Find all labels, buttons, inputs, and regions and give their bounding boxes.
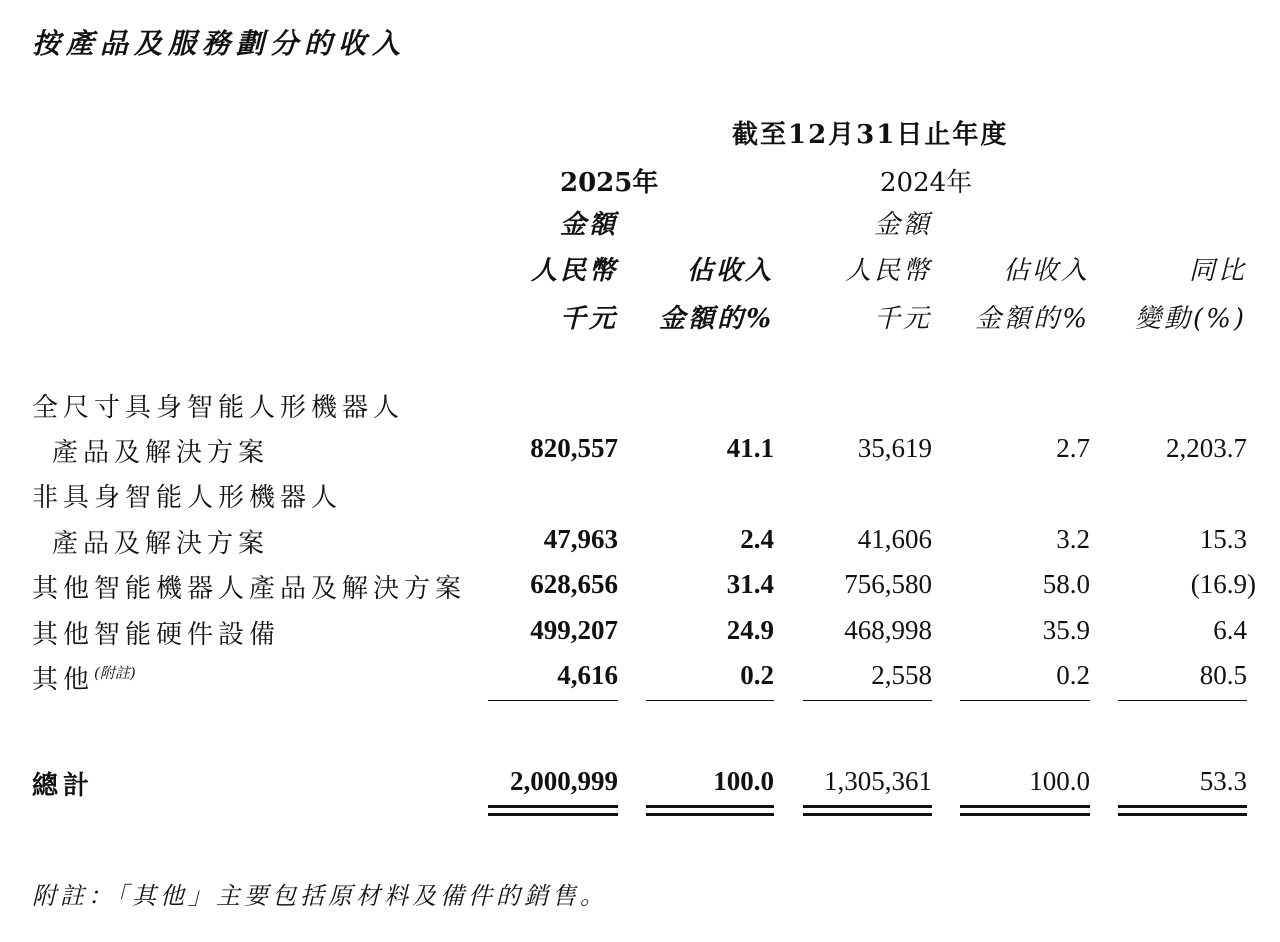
row-label bbox=[32, 659, 136, 696]
cell-yoy: 15.3 bbox=[1199, 524, 1247, 554]
header-2025-pct-line1: 佔收入 bbox=[686, 256, 774, 286]
row-label-text: 其他 bbox=[32, 665, 95, 695]
total-amount-2024: 1,305,361 bbox=[824, 766, 932, 796]
cell-amount-2025: 47,963 bbox=[543, 524, 618, 554]
subtotal-rule bbox=[803, 700, 932, 701]
header-2025-pct-line2: 金額的% bbox=[659, 304, 774, 334]
cell-pct-2024: 0.2 bbox=[1056, 660, 1090, 690]
header-2024-amount: 金額 bbox=[873, 210, 932, 240]
row-label-continued: 產品及解決方案 bbox=[52, 438, 270, 468]
header-2024-pct-line2: 金額的% bbox=[975, 304, 1090, 334]
header-2025-thousand: 千元 bbox=[559, 304, 618, 334]
header-2024-rmb: 人民幣 bbox=[844, 256, 932, 286]
subtotal-rule bbox=[960, 700, 1090, 701]
header-yoy-line2: 變動(%) bbox=[1135, 304, 1247, 334]
cell-pct-2024: 58.0 bbox=[1042, 569, 1090, 599]
cell-pct-2024: 35.9 bbox=[1042, 615, 1090, 645]
subtotal-rule bbox=[488, 700, 618, 701]
cell-pct-2025: 24.9 bbox=[726, 615, 774, 645]
cell-pct-2025: 0.2 bbox=[740, 660, 774, 690]
cell-pct-2024: 3.2 bbox=[1056, 524, 1090, 554]
total-label: 總計 bbox=[32, 771, 95, 801]
cell-amount-2025: 499,207 bbox=[530, 615, 618, 645]
row-label: 全尺寸具身智能人形機器人 bbox=[32, 393, 405, 423]
footnote-reference: (附註) bbox=[94, 664, 136, 682]
footnote: 附註：「其他」主要包括原材料及備件的銷售。 bbox=[32, 882, 608, 910]
total-pct-2025: 100.0 bbox=[713, 766, 774, 796]
cell-yoy: 2,203.7 bbox=[1166, 433, 1247, 463]
total-amount-2025: 2,000,999 bbox=[510, 766, 618, 796]
cell-amount-2024: 2,558 bbox=[871, 660, 932, 690]
header-2024-pct-line1: 佔收入 bbox=[1002, 256, 1090, 286]
cell-amount-2024: 468,998 bbox=[844, 615, 932, 645]
row-label: 非具身智能人形機器人 bbox=[32, 483, 343, 513]
subtotal-rule bbox=[1118, 700, 1247, 701]
cell-yoy: (16.9) bbox=[1190, 569, 1256, 599]
header-yoy-line1: 同比 bbox=[1188, 256, 1247, 286]
year-2024: 2024年 bbox=[880, 168, 973, 198]
header-2024-thousand: 千元 bbox=[873, 304, 932, 334]
total-pct-2024: 100.0 bbox=[1029, 766, 1090, 796]
cell-amount-2024: 756,580 bbox=[844, 569, 932, 599]
cell-amount-2024: 35,619 bbox=[857, 433, 932, 463]
cell-pct-2025: 2.4 bbox=[740, 524, 774, 554]
row-label-continued: 產品及解決方案 bbox=[52, 529, 270, 559]
row-label: 其他智能機器人產品及解決方案 bbox=[32, 574, 467, 604]
total-double-rule bbox=[646, 805, 774, 816]
cell-yoy: 80.5 bbox=[1199, 660, 1247, 690]
cell-yoy: 6.4 bbox=[1213, 615, 1247, 645]
period-header: 截至12月31日止年度 bbox=[732, 120, 1009, 150]
year-2025: 2025年 bbox=[560, 168, 659, 198]
header-2025-rmb: 人民幣 bbox=[530, 256, 618, 286]
row-label: 其他智能硬件設備 bbox=[32, 620, 281, 650]
header-2025-amount: 金額 bbox=[559, 210, 618, 240]
cell-amount-2025: 628,656 bbox=[530, 569, 618, 599]
total-double-rule bbox=[960, 805, 1090, 816]
subtotal-rule bbox=[646, 700, 774, 701]
page-title: 按產品及服務劃分的收入 bbox=[32, 27, 407, 60]
cell-pct-2024: 2.7 bbox=[1056, 433, 1090, 463]
cell-amount-2024: 41,606 bbox=[857, 524, 932, 554]
cell-pct-2025: 31.4 bbox=[726, 569, 774, 599]
total-double-rule bbox=[1118, 805, 1247, 816]
total-double-rule bbox=[488, 805, 618, 816]
total-double-rule bbox=[803, 805, 932, 816]
cell-pct-2025: 41.1 bbox=[726, 433, 774, 463]
cell-amount-2025: 4,616 bbox=[557, 660, 618, 690]
cell-amount-2025: 820,557 bbox=[530, 433, 618, 463]
total-yoy: 53.3 bbox=[1199, 766, 1247, 796]
